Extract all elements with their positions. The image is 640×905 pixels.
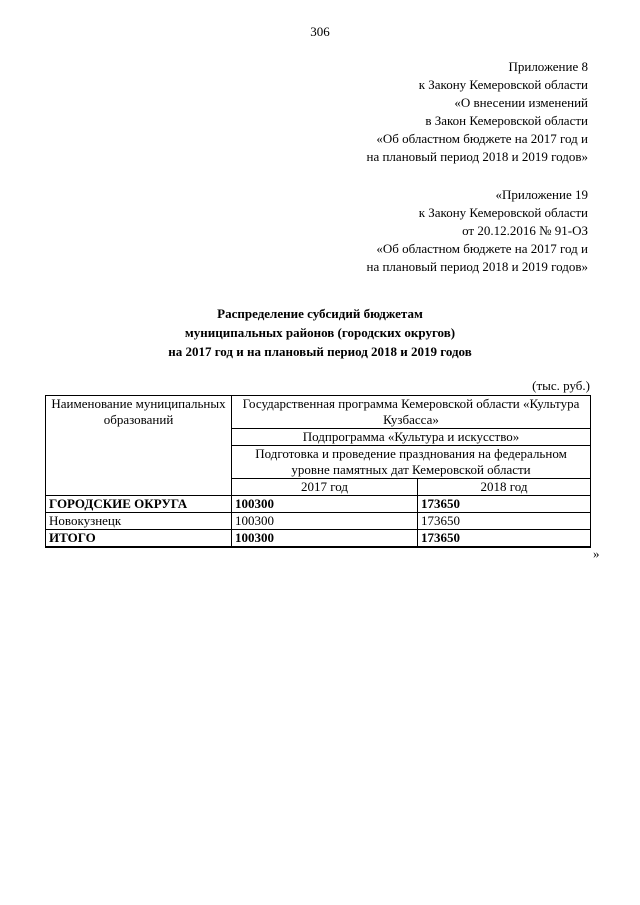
appendix-19-line: от 20.12.2016 № 91-ОЗ xyxy=(462,223,588,238)
row-name: Новокузнецк xyxy=(46,513,232,530)
title-line: на 2017 год и на плановый период 2018 и 2019 годов xyxy=(168,344,472,359)
header-year-2018: 2018 год xyxy=(418,479,591,496)
header-activity: Подготовка и проведение празднования на федеральном уровне памятных дат Кемеровской области xyxy=(232,446,591,479)
units-label: (тыс. руб.) xyxy=(532,378,590,393)
row-value-2018: 173650 xyxy=(418,530,591,548)
row-name: ИТОГО xyxy=(46,530,232,548)
appendix-19-line: «Приложение 19 xyxy=(495,187,588,202)
row-value-2017: 100300 xyxy=(232,530,418,548)
title-line: Распределение субсидий бюджетам xyxy=(217,306,423,321)
header-name-column: Наименование муниципальных образований xyxy=(46,396,232,496)
appendix-19-header xyxy=(367,186,589,276)
appendix-8-line: «Об областном бюджете на 2017 год и xyxy=(376,131,588,146)
document-title xyxy=(0,304,640,361)
header-program: Государственная программа Кемеровской области «Культура Кузбасса» xyxy=(232,396,591,429)
header-subprogram: Подпрограмма «Культура и искусство» xyxy=(232,429,591,446)
appendix-8-line: к Закону Кемеровской области xyxy=(418,77,588,92)
row-value-2017: 100300 xyxy=(232,496,418,513)
table-row xyxy=(46,530,591,548)
row-value-2017: 100300 xyxy=(232,513,418,530)
appendix-19-line: к Закону Кемеровской области xyxy=(418,205,588,220)
page-number: 306 xyxy=(310,24,330,39)
title-line: муниципальных районов (городских округов) xyxy=(184,325,456,340)
subsidies-table xyxy=(45,395,591,548)
appendix-8-header xyxy=(367,58,589,166)
row-value-2018: 173650 xyxy=(418,513,591,530)
closing-quote: » xyxy=(593,546,600,561)
appendix-8-line: в Закон Кемеровской области xyxy=(425,113,588,128)
table-row xyxy=(46,496,591,513)
appendix-19-line: «Об областном бюджете на 2017 год и xyxy=(376,241,588,256)
header-year-2017: 2017 год xyxy=(232,479,418,496)
appendix-19-line: на плановый период 2018 и 2019 годов» xyxy=(366,259,588,274)
appendix-8-line: «О внесении изменений xyxy=(454,95,588,110)
header-row xyxy=(46,396,591,429)
table-row xyxy=(46,513,591,530)
row-name: ГОРОДСКИЕ ОКРУГА xyxy=(46,496,232,513)
appendix-8-line: на плановый период 2018 и 2019 годов» xyxy=(366,149,588,164)
appendix-8-line: Приложение 8 xyxy=(508,59,588,74)
row-value-2018: 173650 xyxy=(418,496,591,513)
